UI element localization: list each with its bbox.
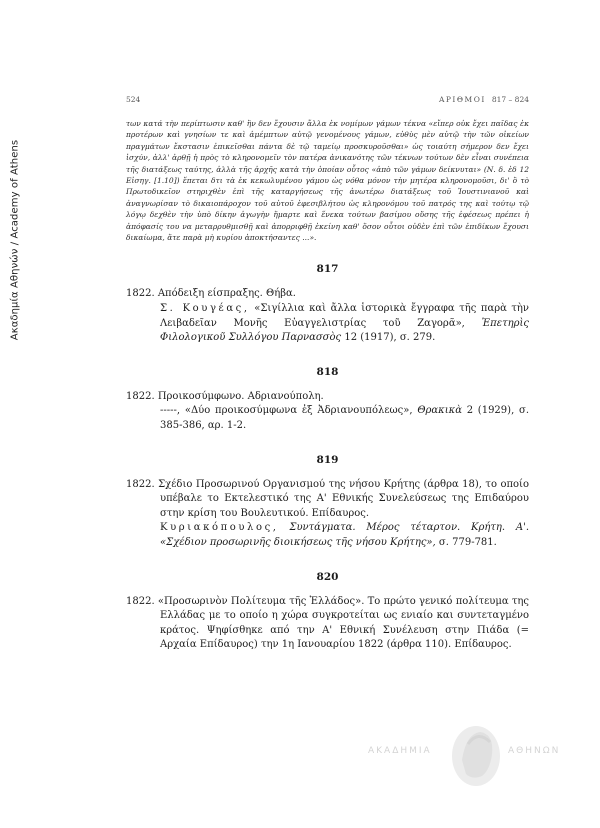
reference-author: Σ. Κουγέας, xyxy=(160,303,250,315)
entry-817 xyxy=(126,263,529,345)
reference-author: Κυριακόπουλος, xyxy=(160,522,279,534)
entry-description xyxy=(126,595,529,653)
reference-journal: Θρακικὰ xyxy=(417,405,462,417)
entry-description xyxy=(126,390,529,405)
entry-description-text: Σχέδιο Προσωρινού Οργανισμού της νήσου Κρήτης (άρθρα 18), το οποίο υπέβαλε το Εκτελεστικό της Α' Εθνικής Συνελεύσεως της Επιδαύρου στην κρίση του Βουλευτικού. Επίδαυρος. xyxy=(158,478,530,519)
entry-number: 819 xyxy=(316,453,339,466)
watermark-left-text: ΑΚΑΔΗΜΙΑ xyxy=(368,746,432,756)
watermark-right-text: ΑΘΗΝΩΝ xyxy=(508,746,561,756)
athena-head-icon xyxy=(448,720,504,790)
academy-watermark xyxy=(360,720,580,790)
entry-description-text: Προικοσύμφωνο. Αδριανούπολη. xyxy=(157,390,324,402)
running-range: 817 – 824 xyxy=(491,95,529,104)
entry-number: 820 xyxy=(316,570,339,583)
quoted-paragraph: των κατά τὴν περίπτωσιν καθ' ἣν δεν ἔχουσιν ἄλλα ἐκ νομίμων γάμων τέκνα «εἴπερ οὐκ ἔχει παῖδας ἐκ προτέρων καὶ γνησίων τε καὶ ἀμέμπτων αὐτῷ γενομένους γάμων, εὐθὺς μὲν αὐτῷ τὴν τῶν οἰκείων πραγμάτων ἔκστασιν ἐπικεῖσθαι πάντα δὲ τῷ ταμείῳ προσκυροῦσθαι» ὡς τοιαύτη σήμερον δεν ἔχει ἰσχύν, ἀλλ' ἀρθῇ ἡ πρὸς τὸ κληρονομεῖν τὸν πατέρα ἀνικανότης τῶν τέκνων τούτων δὲν εἶναι συνέπεια τῆς διατάξεως ταύτης, ἀλλὰ τῆς ἀρχῆς κατὰ τὴν ὁποίαν οὗτος «ἀπὸ τῶν γάμων δείκνυται» (Ν. δ. ἐδ 12 Εἰσηγ. [1.10]) ἕπεται δτι τὰ ἐκ κεκωλυμένου γάμου ὡς νόθα μόνον τὴν μητέρα κληρονομοῦσι, δι' ὃ τὸ Πρωτοδικεῖον στηριχθὲν ἐπὶ τῆς καταργήσεως τῆς ἀνωτέρω διατάξεως τοῦ Ἰουστινιανοῦ καὶ ἀναγνωρίσαν τὸ δικαιοπάροχον τοῦ αὐτοῦ ἐφεσιβλήτου ὡς κληρονόμου τοῦ πατρός της καὶ τούτῳ τῷ λόγῳ δεχθὲν τὴν ὑπὸ δίκην ἀγωγὴν ἥμαρτε καὶ ἕνεκα τούτων βασίμου οὔσης τῆς ἐφέσεως πρέπει ἡ ἀπόφασίς του να μεταρρυθμισθῇ καὶ ἀπορριφθῇ ἐκείνη καθ' ὅσον οὗτοι οὐδὲν ἐπὶ τῶν ἐπιδίκων ἔχουσι δικαίωμα, ἅτε παρὰ μὴ κυρίου ἀποκτήσαντες ...». xyxy=(126,119,529,243)
entry-reference xyxy=(126,302,529,346)
running-title-text: ΑΡΙΘΜΟΙ xyxy=(438,95,486,104)
reference-details: 12 (1917), σ. 279. xyxy=(344,332,436,344)
entry-description xyxy=(126,287,529,302)
running-header xyxy=(126,95,529,104)
reference-author: -----, xyxy=(160,405,181,417)
entry-year: 1822. xyxy=(126,595,155,607)
entry-year: 1822. xyxy=(126,288,155,300)
entry-year: 1822. xyxy=(126,390,155,402)
entry-818 xyxy=(126,366,529,434)
reference-title: «Δύο προικοσύμφωνα ἐξ Ἀδριανουπόλεως», xyxy=(184,405,413,417)
entry-year: 1822. xyxy=(126,478,155,490)
page-number: 524 xyxy=(126,95,141,104)
running-title xyxy=(439,95,529,104)
reference-journal: Ἐπετηρὶς Φιλολογικοῦ Συλλόγου Παρνασσὸς xyxy=(160,317,529,344)
entry-number: 817 xyxy=(316,263,339,276)
entry-819 xyxy=(126,454,529,551)
entry-description-text: «Προσωρινὸν Πολίτευμα τῆς Ἑλλάδος». Το πρώτο γενικό πολίτευμα της Ελλάδας με το οποίο η χώρα συγκροτείται ως ενιαίο και συντεταγμένο κράτος. Ψηφίσθηκε από την Α' Εθνική Συνέλευση στην Πιάδα (= Αρχαία Επίδαυρος) την 1η Ιανουαρίου 1822 (άρθρα 110). Επίδαυρος. xyxy=(157,595,530,651)
reference-details: σ. 779-781. xyxy=(438,537,497,548)
side-label xyxy=(4,130,26,350)
reference-details: 2 (1929), σ. 385-386, αρ. 1-2. xyxy=(160,405,529,432)
page-content xyxy=(126,95,529,653)
entry-reference xyxy=(126,404,529,433)
entry-description xyxy=(126,478,529,522)
entry-reference xyxy=(126,521,529,550)
reference-title: «Σιγίλλια καὶ ἄλλα ἱστορικὰ ἔγγραφα τῆς παρὰ τὴν Λειβαδεῖαν Μονῆς Εὐαγγελιστρίας τοῦ Ζαγορᾶ», xyxy=(160,303,529,329)
entry-820 xyxy=(126,571,529,653)
entry-description-text: Απόδειξη είσπραξης. Θήβα. xyxy=(157,288,296,300)
quoted-text xyxy=(126,118,529,243)
entry-number: 818 xyxy=(316,365,339,378)
side-label-text: Ακαδημία Αθηνών / Academy of Athens xyxy=(9,139,21,341)
reference-title: Συντάγματα. Μέρος τέταρτον. Κρήτη. Α'. «Σχέδιον προσωρινῆς διοικήσεως τῆς νήσου Κρήτης», xyxy=(160,522,529,548)
